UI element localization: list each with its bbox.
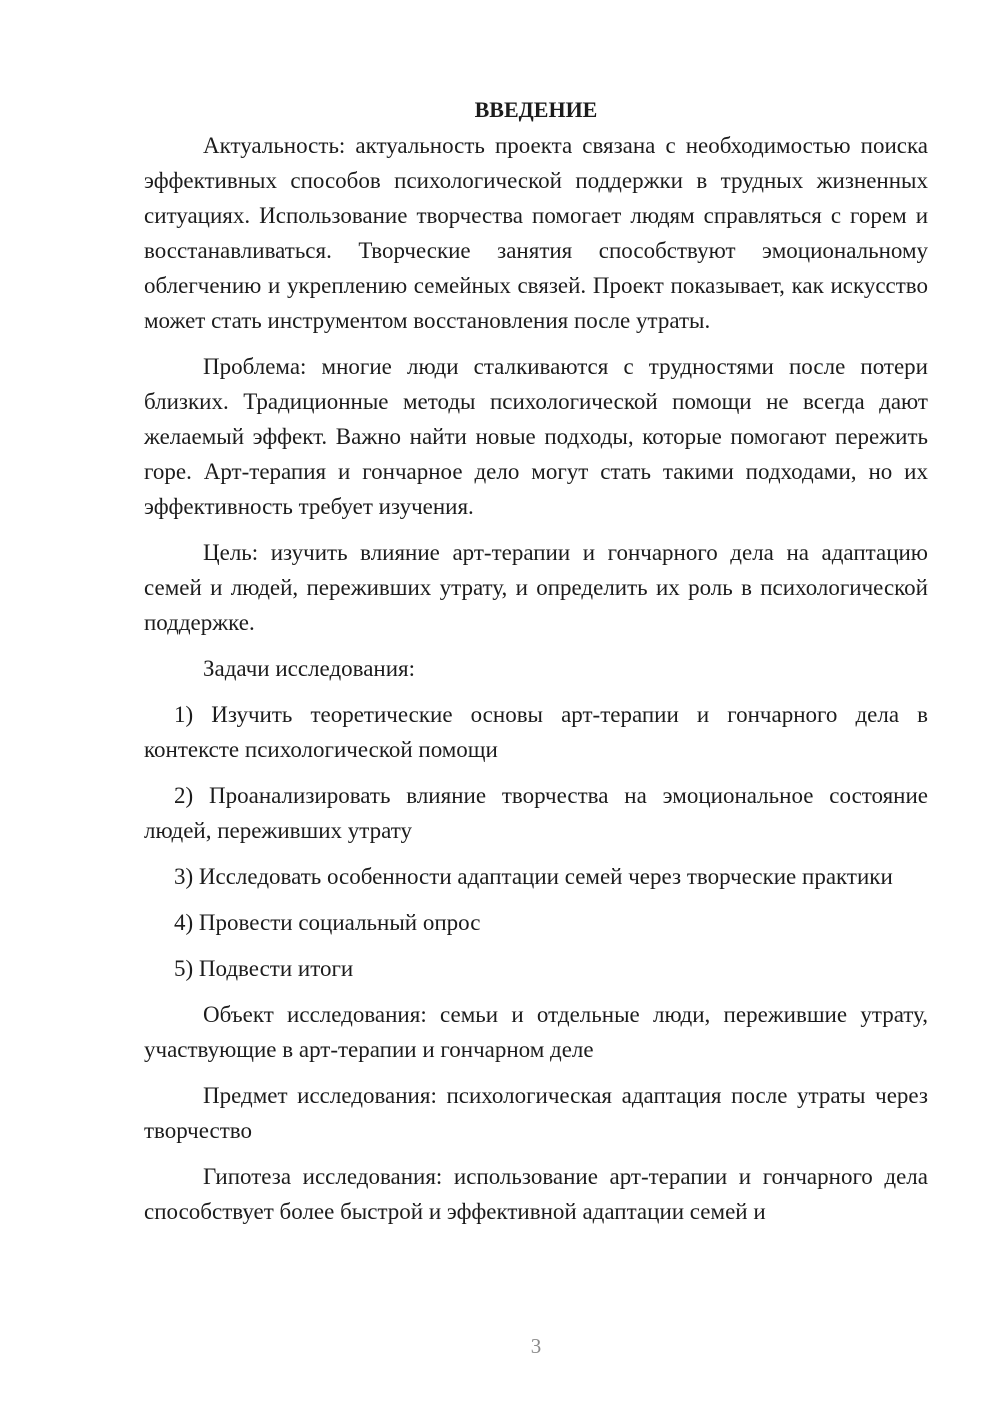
page-content — [144, 92, 928, 1240]
task-item-3: 3) Исследовать особенности адаптации семей через творческие практики — [174, 864, 893, 889]
task-item-2: 2) Проанализировать влияние творчества на эмоциональное состояние людей, переживших утрату — [144, 783, 928, 843]
task-item-1: 1) Изучить теоретические основы арт-терапии и гончарного дела в контексте психологической помощи — [144, 702, 928, 762]
object-paragraph: Объект исследования: семьи и отдельные люди, пережившие утрату, участвующие в арт-терапии и гончарном деле — [144, 1002, 928, 1062]
goal-paragraph: Цель: изучить влияние арт-терапии и гончарного дела на адаптацию семей и людей, переживших утрату, и определить их роль в психологической поддержке. — [144, 540, 928, 635]
task-item-5: 5) Подвести итоги — [174, 956, 354, 981]
task-item-4: 4) Провести социальный опрос — [174, 910, 481, 935]
subject-paragraph: Предмет исследования: психологическая адаптация после утраты через творчество — [144, 1083, 928, 1143]
page-number: 3 — [530, 1334, 542, 1358]
hypothesis-paragraph: Гипотеза исследования: использование арт-терапии и гончарного дела способствует более быстрой и эффективной адаптации семей и — [144, 1164, 928, 1224]
tasks-heading: Задачи исследования: — [203, 656, 416, 681]
relevance-paragraph: Актуальность: актуальность проекта связана с необходимостью поиска эффективных способов психологической поддержки в трудных жизненных ситуациях. Использование творчества помогает людям справляться с горем и восстанавливаться. Творческие занятия способствуют эмоциональному облегчению и укреплению семейных связей. Проект показывает, как искусство может стать инструментом восстановления после утраты. — [144, 133, 928, 333]
problem-paragraph: Проблема: многие люди сталкиваются с трудностями после потери близких. Традиционные методы психологической помощи не всегда дают желаемый эффект. Важно найти новые подходы, которые помогают пережить горе. Арт-терапия и гончарное дело могут стать такими подходами, но их эффективность требует изучения. — [144, 354, 928, 519]
section-title: ВВЕДЕНИЕ — [474, 97, 598, 122]
